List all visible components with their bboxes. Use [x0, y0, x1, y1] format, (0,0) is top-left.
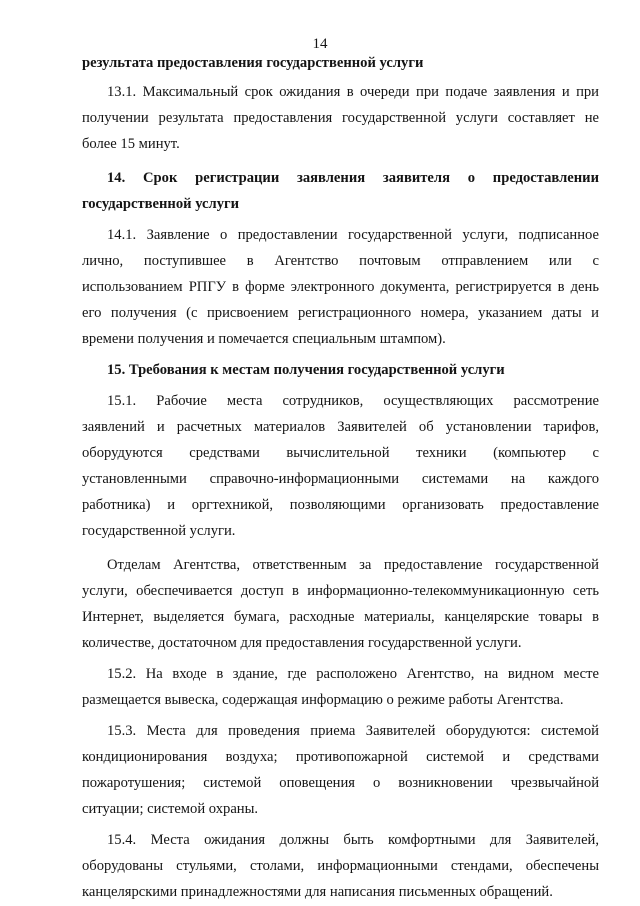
text-line: количестве, достаточном для предоставления государственной услуги.	[82, 635, 522, 651]
text-line: заявлений и расчетных материалов Заявителей об установлении тарифов,	[82, 419, 599, 435]
text-line: Интернет, выделяется бумага, расходные материалы, канцелярские товары в	[82, 609, 599, 625]
text-line: лично, поступившее в Агентство почтовым отправлением или с	[82, 253, 599, 269]
paragraph-14-1	[82, 222, 599, 352]
text-line: Отделам Агентства, ответственным за предоставление государственной	[107, 557, 599, 573]
text-line: установленными справочно-информационными системами на каждого	[82, 471, 599, 487]
heading-line: 14. Срок регистрации заявления заявителя о предоставлении	[107, 170, 599, 186]
text-line: использованием РПГУ в форме электронного документа, регистрируется в день	[82, 279, 599, 295]
paragraph-departments	[82, 552, 599, 656]
section-15-heading: 15. Требования к местам получения государственной услуги	[107, 362, 505, 378]
text-line: 15.2. На входе в здание, где расположено Агентство, на видном месте	[107, 666, 599, 682]
text-line: 13.1. Максимальный срок ожидания в очереди при подаче заявления и при	[107, 84, 599, 100]
text-line: получении результата предоставления государственной услуги составляет не	[82, 110, 599, 126]
paragraph-13-1	[82, 79, 599, 157]
paragraph-15-2	[82, 661, 599, 713]
section-13-heading-continuation: результата предоставления государственной услуги	[82, 55, 424, 71]
text-line: 15.3. Места для проведения приема Заявителей оборудуются: системой	[107, 723, 599, 739]
section-14-heading	[82, 165, 599, 217]
text-line: оборудуются средствами вычислительной техники (компьютер с	[82, 445, 599, 461]
text-line: его получения (с присвоением регистрационного номера, указанием даты и	[82, 305, 599, 321]
text-line: работника) и оргтехникой, позволяющими организовать предоставление	[82, 497, 599, 513]
text-line: оборудованы стульями, столами, информационными стендами, обеспечены	[82, 858, 599, 874]
paragraph-15-4	[82, 827, 599, 905]
text-line: услуги, обеспечивается доступ в информационно-телекоммуникационную сеть	[82, 583, 599, 599]
text-line: кондиционирования воздуха; противопожарной системой и средствами	[82, 749, 599, 765]
text-line: размещается вывеска, содержащая информацию о режиме работы Агентства.	[82, 692, 564, 708]
text-line: 15.1. Рабочие места сотрудников, осуществляющих рассмотрение	[107, 393, 599, 409]
text-line: пожаротушения; системой оповещения о возникновении чрезвычайной	[82, 775, 599, 791]
text-line: времени получения и помечается специальным штампом).	[82, 331, 446, 347]
page-number: 14	[312, 36, 328, 52]
heading-line: государственной услуги	[82, 196, 240, 212]
text-line: ситуации; системой охраны.	[82, 801, 259, 817]
text-line: более 15 минут.	[82, 136, 180, 152]
text-line: канцелярскими принадлежностями для написания письменных обращений.	[82, 884, 553, 900]
text-line: государственной услуги.	[82, 523, 236, 539]
page-body	[82, 52, 599, 905]
text-line: 14.1. Заявление о предоставлении государственной услуги, подписанное	[107, 227, 599, 243]
text-line: 15.4. Места ожидания должны быть комфортными для Заявителей,	[107, 832, 599, 848]
paragraph-15-1	[82, 388, 599, 544]
paragraph-15-3	[82, 718, 599, 822]
